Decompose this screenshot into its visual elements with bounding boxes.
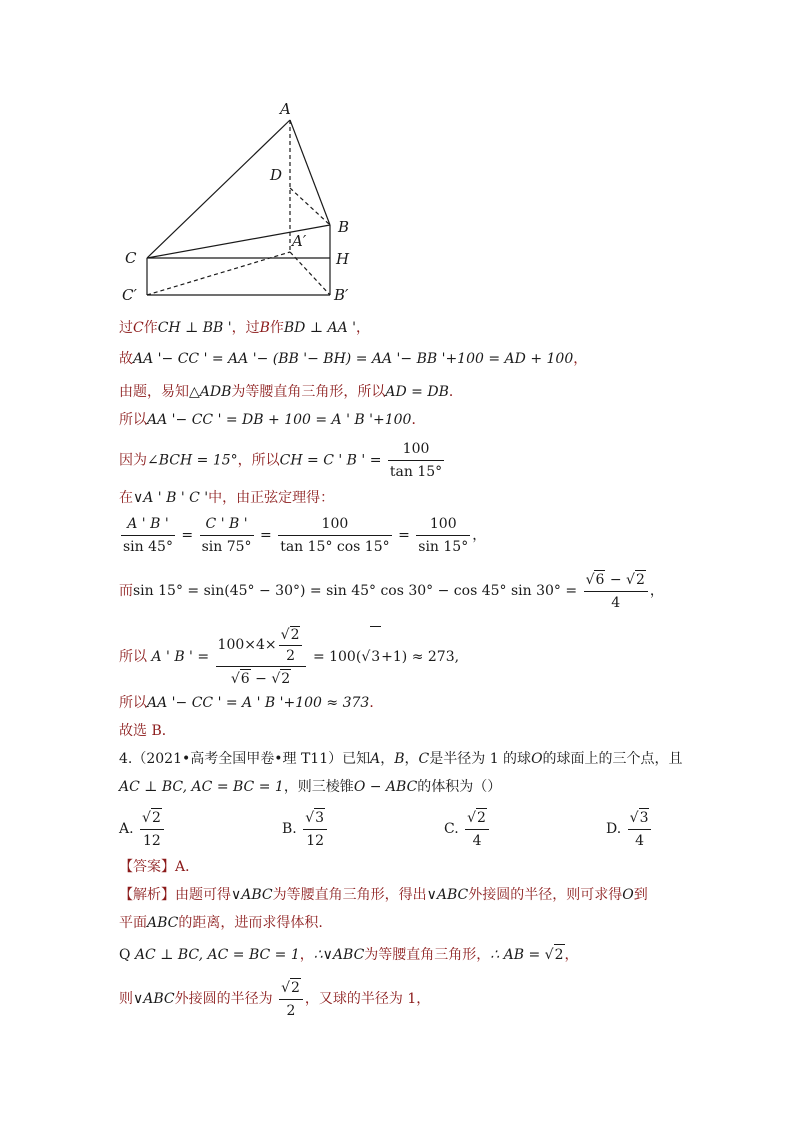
sqrt-symbol: √: [544, 947, 554, 963]
fraction-100-tan-cos: $\frac{100}{\tan 15^\circ \cos 15^\circ}$: [280, 516, 390, 555]
label-B: B: [338, 218, 350, 236]
sqrt-symbol: √: [142, 810, 151, 826]
text-line-3: 由题，易知△ADB为等腰直角三角形，所以AD = DB．: [119, 384, 463, 400]
text-line-10: 所以AA '− CC ' = A ' B '+100 ≈ 373．: [119, 695, 384, 711]
label-C-prime: C′: [122, 286, 137, 304]
edge-DB: [290, 188, 330, 225]
label-C: C: [125, 249, 137, 267]
text-line-5: 因为∠BCH = 15°，所以CH = C ' B ' = $\frac{100}{\tan 15^\circ}$: [119, 441, 443, 480]
edge-AC: [147, 120, 290, 258]
text-line-4: 所以AA '− CC ' = DB + 100 = A ' B '+100．: [119, 412, 426, 428]
sqrt-symbol: √: [230, 671, 240, 687]
sqrt-symbol: √: [361, 649, 371, 665]
question-4-line-1: 4.（2021•高考全国甲卷•理 T11）已知A，B，C是半径为 1 的球O的球面上的三个点，且: [119, 751, 683, 767]
fraction-sqrt2-2: $\frac{√2}{2}$: [279, 626, 303, 664]
option-c[interactable]: C. $\frac{√2}{4}$: [444, 808, 491, 850]
option-b[interactable]: B. $\frac{√3}{12}$: [282, 808, 329, 850]
label-A-prime: A′: [292, 232, 307, 250]
option-d[interactable]: D. $\frac{√3}{4}$: [606, 808, 653, 850]
edge-AB: [290, 120, 330, 225]
sqrt-symbol: √: [280, 627, 290, 643]
text-line-11: 故选 B．: [119, 723, 176, 739]
option-a[interactable]: A. $\frac{√2}{12}$: [119, 808, 166, 850]
geometry-figure: [0, 0, 794, 320]
text-line-2: 故AA '− CC ' = AA '− (BB '− BH) = AA '− BB '+100 = AD + 100，: [119, 351, 588, 367]
text-line-7: $\frac{A ' B '}{\sin 45^\circ}$ = $\frac{C ' B '}{\sin 75^\circ}$ = $\frac{100}{\tan 15^\circ \cos 15^\circ}$ = $\frac{100}{\sin 15^\circ}$ ，: [123, 516, 487, 555]
sqrt-symbol: √: [281, 980, 290, 996]
fraction-ab-value: 100×4× $\frac{√2}{2}$ √6 − √2: [216, 626, 307, 688]
analysis-line-4: 则∨ABC外接圆的半径为 $\frac{√2}{2}$ ，又球的半径为 1，: [119, 980, 431, 1019]
fraction-a-b-sin45: $\frac{A ' B '}{\sin 45^\circ}$: [123, 516, 173, 555]
text-line-8: 而sin 15° = sin(45° − 30°) = sin 45° cos 30° − cos 45° sin 30° = $\frac{√6 - √2}{4}$ ，: [119, 572, 664, 611]
label-H: H: [336, 250, 350, 268]
fraction-100-sin15: $\frac{100}{\sin 15^\circ}$: [418, 516, 469, 555]
fraction-c-b-sin75: $\frac{C ' B '}{\sin 75^\circ}$: [201, 516, 252, 555]
sqrt-symbol: √: [585, 572, 595, 588]
fraction-sqrt2-over-2: $\frac{√2}{2}$: [279, 978, 303, 1020]
answer-line: 【答案】A．: [119, 859, 200, 875]
label-D: D: [270, 166, 283, 184]
sqrt-symbol: √: [629, 810, 639, 826]
label-B-prime: B′: [334, 286, 349, 304]
fraction-100-tan15: $\frac{100}{\tan 15^\circ}$: [389, 441, 443, 480]
text-line-9: 所以 A ' B ' = 100×4× $\frac{√2}{2}$ √6 − √2 = 100(√3+1) ≈ 273,: [119, 627, 460, 687]
analysis-line-1: 【解析】由题可得∨ABC为等腰直角三角形，得出∨ABC外接圆的半径，则可求得O到: [119, 887, 648, 903]
label-A: A: [280, 100, 291, 118]
analysis-line-2: 平面ABC的距离，进而求得体积.: [119, 915, 323, 931]
question-4-line-2: AC ⊥ BC, AC = BC = 1，则三棱锥O − ABC的体积为（）: [119, 779, 502, 795]
text-line-1: 过C作CH ⊥ BB '，过B作BD ⊥ AA '，: [119, 320, 370, 336]
sqrt-symbol: √: [305, 810, 315, 826]
text-line-6: 在∨A ' B ' C '中，由正弦定理得：: [119, 490, 335, 506]
analysis-line-3: Q AC ⊥ BC, AC = BC = 1，∴∨ABC为等腰直角三角形，∴ AB = √2，: [119, 944, 579, 965]
sqrt-symbol: √: [271, 671, 281, 687]
sqrt-symbol: √: [626, 572, 635, 588]
fraction-sqrt6-sqrt2-4: $\frac{√6 - √2}{4}$: [584, 570, 648, 612]
sqrt-symbol: √: [467, 810, 477, 826]
